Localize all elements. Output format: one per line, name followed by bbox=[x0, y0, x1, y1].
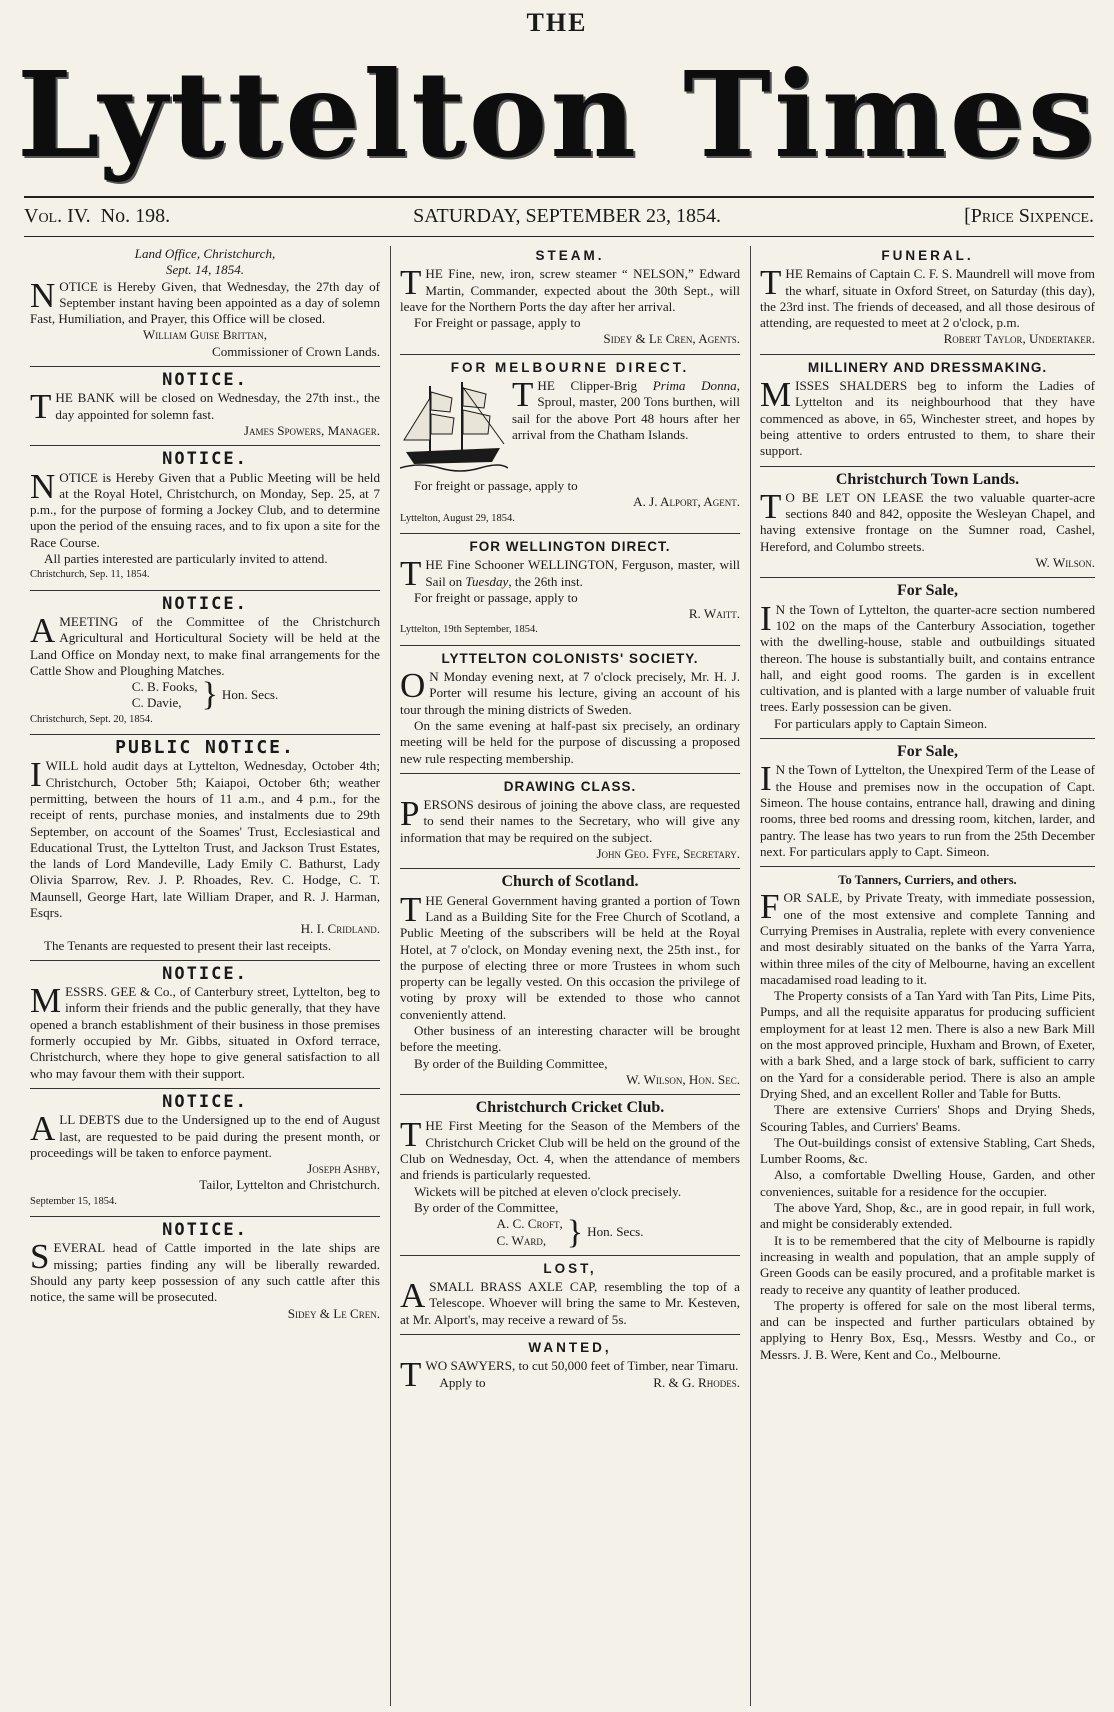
gee-notice bbox=[30, 963, 380, 1082]
brace-glyph: } bbox=[201, 676, 218, 714]
notice-dateline: Christchurch, Sep. 11, 1854. bbox=[30, 569, 150, 581]
advert-body: , Sproul, master, 200 Tons burthen, will sail for the above Port 48 hours after her arrival from the Chatham Islands. bbox=[512, 378, 740, 442]
signatory-name: A. C. Croft, bbox=[496, 1216, 563, 1232]
drop-cap: F bbox=[760, 887, 780, 927]
advert-body: , the 26th inst. bbox=[508, 573, 583, 589]
advert-dateline: Lyttelton, 19th September, 1854. bbox=[400, 624, 538, 636]
wellington-advert bbox=[400, 539, 740, 639]
separator bbox=[760, 354, 1095, 355]
advert-heading: LOST, bbox=[543, 1260, 597, 1276]
advert-body: For particulars apply to Captain Simeon. bbox=[774, 715, 988, 731]
drop-cap: M bbox=[30, 981, 62, 1021]
notice-body: MEETING of the Committee of the Christchurch Agricultural and Horticultural Society will be held at the Land Office on Monday next, to make final arrangements for the Cattle Show and Ploughing Matches. bbox=[30, 613, 380, 678]
masthead-the: THE bbox=[526, 8, 588, 37]
drop-cap: T bbox=[760, 486, 782, 526]
notice-signature: William Guise Brittan, bbox=[142, 327, 268, 343]
drawing-class-advert bbox=[400, 779, 740, 862]
notice-signature: James Spowers, Manager. bbox=[243, 422, 380, 438]
lost-advert bbox=[400, 1261, 740, 1328]
drop-cap: A bbox=[30, 610, 56, 650]
notice-heading: NOTICE. bbox=[162, 1091, 248, 1112]
column-2 bbox=[400, 246, 740, 1706]
notice-body: OTICE is Hereby Given, that Wednesday, the 27th day of September instant having been appointed as a day of solemn Fast, Humiliation, and Prayer, this Office will be closed. bbox=[30, 278, 380, 327]
advert-heading: MILLINERY AND DRESSMAKING. bbox=[807, 359, 1048, 375]
advert-body: Also, a comfortable Dwelling House, Garden, and other conveniences, suitable for a residence for the occupier. bbox=[760, 1167, 1095, 1199]
notice-signature: H. I. Cridland. bbox=[300, 921, 380, 937]
drop-cap: T bbox=[400, 1115, 422, 1155]
drop-cap: N bbox=[30, 275, 56, 315]
drop-cap: T bbox=[400, 889, 422, 929]
notice-heading: NOTICE. bbox=[162, 370, 248, 391]
advert-body: It is to be remembered that the city of Melbourne is rapidly increasing in wealth and population, that an ample supply of Green Goods can be easily procured, and a profitable market is ready to receive any quantity of leather produced. bbox=[760, 1232, 1095, 1297]
volume: Vol. IV. No. 198. bbox=[24, 204, 171, 227]
advert-body: The Out-buildings consist of extensive Stabling, Cart Sheds, Lumber Rooms, &c. bbox=[760, 1134, 1095, 1167]
agricultural-society-notice bbox=[30, 593, 380, 728]
drop-cap: T bbox=[512, 375, 534, 415]
drop-cap: S bbox=[30, 1237, 50, 1277]
ship-name: Prima Donna bbox=[652, 378, 737, 394]
sailing-ship-icon bbox=[400, 378, 508, 478]
advert-body: For freight or passage, apply to bbox=[414, 589, 578, 605]
advert-body: The above Yard, Shop, &c., are in good repair, in full work, and might be considerably extended. bbox=[760, 1200, 1095, 1232]
advert-body: By order of the Building Committee, bbox=[414, 1055, 608, 1071]
separator bbox=[30, 1216, 380, 1217]
advert-signature: R. & G. Rhodes. bbox=[653, 1374, 740, 1390]
for-sale-advert-1 bbox=[760, 583, 1095, 732]
advert-body: N the Town of Lyttelton, the Unexpired Term of the Lease of the House and premises now in the occupation of Capt. Simeon. The house contains, entrance hall, drawing and dining rooms, three bed rooms and dressing room, kitchen, larder, and pantry. The lease has two years to run from the 25th December next. For particulars apply to Capt. Simeon. bbox=[760, 762, 1095, 859]
notice-body: The Tenants are requested to present their last receipts. bbox=[44, 937, 332, 953]
bank-notice bbox=[30, 372, 380, 439]
advert-signature: W. Wilson, Hon. Sec. bbox=[626, 1071, 740, 1087]
separator bbox=[400, 773, 740, 774]
notice-heading: NOTICE. bbox=[162, 449, 248, 470]
advert-heading: WANTED, bbox=[528, 1340, 612, 1356]
advert-body: For freight or passage, apply to bbox=[414, 478, 578, 494]
advert-heading: LYTTELTON COLONISTS' SOCIETY. bbox=[441, 650, 699, 666]
church-of-scotland-advert bbox=[400, 874, 740, 1088]
colonists-society-advert bbox=[400, 651, 740, 767]
notice-body: LL DEBTS due to the Undersigned up to the end of August last, are requested to be paid during the present month, or proceedings will be taken to enforce payment. bbox=[30, 1112, 380, 1160]
advert-dateline: Lyttelton, August 29, 1854. bbox=[400, 512, 515, 524]
advert-heading: To Tanners, Curriers, and others. bbox=[838, 873, 1017, 888]
advert-body: HE Clipper-Brig bbox=[537, 378, 653, 394]
separator bbox=[400, 868, 740, 869]
drop-cap: I bbox=[30, 755, 42, 795]
brace-glyph: } bbox=[566, 1213, 584, 1251]
column-3 bbox=[760, 246, 1095, 1706]
signatory-name: C. Davie, bbox=[131, 695, 182, 711]
drop-cap: T bbox=[400, 263, 422, 303]
notice-body: WILL hold audit days at Lyttelton, Wednesday, October 4th; Christchurch, October 5th; Kaiapoi, October 6th; weather permitting, between the hours of 11 a.m., and 4 p.m., for the receipt of rents, purchase monies, and instalments due to 29th September, on account of the Soames' Trust, Ecclesiastical and Educational Trust, the Lyttelton Trust, and Jackson Trust Estates, the lands of Lord Mandeville, Lady Emily C. Bathurst, Lady Olivia Sparrow, Rev. J. P. Rhoades, Rev. C. Hodge, C. T. Maunsell, George Hart, late William Draper, and R. J. Harman, Esqrs. bbox=[30, 758, 380, 920]
drop-cap: A bbox=[400, 1276, 426, 1316]
advert-body: Apply to bbox=[439, 1374, 486, 1390]
debts-notice bbox=[30, 1091, 380, 1210]
drop-cap: M bbox=[760, 375, 792, 415]
notice-signature: Robert Taylor, Undertaker. bbox=[943, 331, 1095, 347]
separator bbox=[760, 866, 1095, 867]
masthead-title: Lyttelton Times bbox=[16, 45, 1098, 184]
tannery-sale-advert bbox=[760, 872, 1095, 1363]
advert-body: Wickets will be pitched at eleven o'clock precisely. bbox=[414, 1183, 682, 1199]
advert-body: SMALL BRASS AXLE CAP, resembling the top of a Telescope. Whoever will bring the same to Mr. Kesteven, at Mr. Alport's, may receive a reward of 5s. bbox=[400, 1279, 740, 1327]
notice-dateline: Christchurch, Sept. 20, 1854. bbox=[30, 713, 153, 725]
separator bbox=[30, 1088, 380, 1089]
advert-signature: Sidey & Le Cren, Agents. bbox=[603, 331, 740, 347]
advert-body: ERSONS desirous of joining the above class, are requested to send their names to the Secretary, who will give any information that may be required on the subject. bbox=[400, 797, 740, 845]
signatories bbox=[30, 676, 380, 714]
notice-signature-title: Commissioner of Crown Lands. bbox=[211, 343, 380, 359]
drop-cap: P bbox=[400, 794, 420, 834]
notice-heading: NOTICE. bbox=[162, 1220, 248, 1241]
notice-body: OTICE is Hereby Given that a Public Meeting will be held at the Royal Hotel, Christchurch, on Monday, Sep. 25, at 7 p.m., for the purpose of forming a Jockey Club, and to determine upon the period of the ensuing races, and to fix upon a site for the Race Course. bbox=[30, 469, 380, 550]
advert-heading: For Sale, bbox=[896, 582, 959, 600]
advert-body: HE Fine, new, iron, screw steamer “ NELSON,” Edward Martin, Commander, expected about the 30th Sept., will leave for the Northern Ports the day after her arrival. bbox=[400, 266, 740, 314]
advert-body: HE General Government having granted a portion of Town Land as a Building Site for the Free Church of Scotland, a Public Meeting of the subscribers will be held at the Royal Hotel, at 7 o'clock, on Monday evening next, the 25th inst., for the purpose of electing three or more Trustees in whom such property can be legally vested. On this occasion the privilege of voting by proxy will be extended to those who cannot conveniently attend. bbox=[400, 892, 740, 1022]
notice-heading: FUNERAL. bbox=[881, 248, 974, 263]
separator bbox=[400, 645, 740, 646]
advert-body: ISSES SHALDERS beg to inform the Ladies of Lyttelton and its neighbourhood that they have commenced as above, in 65, Winchester street, and hopes by being attentive to orders entrusted to them, to share their support. bbox=[760, 378, 1095, 459]
advert-heading: FOR WELLINGTON DIRECT. bbox=[469, 538, 671, 554]
fast-day-notice bbox=[30, 246, 380, 360]
signatory-role: Hon. Secs. bbox=[587, 1224, 644, 1240]
advert-body: By order of the Committee, bbox=[414, 1199, 559, 1215]
separator bbox=[400, 1334, 740, 1335]
masthead-rule-top bbox=[24, 196, 1094, 198]
advert-heading: FOR MELBOURNE DIRECT. bbox=[450, 359, 690, 375]
advert-body: The Property consists of a Tan Yard with Tan Pits, Lime Pits, Pumps, and all the requisite apparatus for producing sufficient employment for at least 12 men. There is also a new Bark Mill on the most approved principle, Huxham and Brown, of Exeter, with a bark Shed, and a large stock of bark, sufficient to carry on the Yard for a considerable period. There is also an ample Drying Shed, and an excellent Roller and Table for Butts. bbox=[760, 988, 1095, 1101]
masthead-rule-bottom bbox=[24, 236, 1094, 237]
drop-cap: T bbox=[760, 263, 782, 303]
advert-body: HE First Meeting for the Season of the Members of the Christchurch Cricket Club will be held on the ground of the Club on Wednesday, Oct. 4, when the attendance of members and friends is particularly requested. bbox=[400, 1118, 740, 1183]
advert-heading: Church of Scotland. bbox=[501, 873, 639, 891]
drop-cap: T bbox=[400, 554, 422, 594]
signatories bbox=[400, 1213, 740, 1251]
town-lands-advert bbox=[760, 472, 1095, 572]
column-divider bbox=[390, 246, 391, 1706]
separator bbox=[30, 445, 380, 446]
advert-body: N Monday evening next, at 7 o'clock precisely, Mr. H. J. Porter will resume his lecture, giving an account of his tour through the mining districts of Sweden. bbox=[400, 669, 740, 717]
column-1 bbox=[30, 246, 380, 1706]
notice-body: All parties interested are particularly invited to attend. bbox=[44, 551, 328, 567]
advert-heading: Christchurch Cricket Club. bbox=[475, 1099, 665, 1117]
signatory-name: C. Ward, bbox=[496, 1232, 547, 1248]
notice-body: EVERAL head of Cattle imported in the late ships are missing; parties finding any will be liberally rewarded. Should any party keep possession of any such cattle after this notice, the same will be prosecuted. bbox=[30, 1240, 380, 1305]
notice-body: ESSRS. GEE & Co., of Canterbury street, Lyttelton, beg to inform their friends and the public generally, that they have opened a branch establishment of their business in those premises formerly occupied by Mr. Gibbs, situated in Oxford terrace, Christchurch, where they hope to give general satisfaction to all who may favour them with their support. bbox=[30, 984, 380, 1081]
drop-cap: I bbox=[760, 598, 772, 638]
separator bbox=[760, 577, 1095, 578]
notice-heading: NOTICE. bbox=[162, 593, 248, 614]
missing-cattle-notice bbox=[30, 1222, 380, 1322]
price: [Price Sixpence. bbox=[964, 204, 1094, 227]
advert-signature: John Geo. Fyfe, Secretary. bbox=[596, 846, 740, 862]
drop-cap: N bbox=[30, 466, 56, 506]
column-divider bbox=[750, 246, 751, 1706]
for-sale-advert-2 bbox=[760, 744, 1095, 860]
advert-heading: STEAM. bbox=[535, 248, 605, 263]
funeral-notice bbox=[760, 248, 1095, 348]
advert-heading: Christchurch Town Lands. bbox=[835, 470, 1020, 488]
advert-signature: A. J. Alport, Agent. bbox=[633, 494, 740, 510]
advert-body: There are extensive Curriers' Shops and Drying Sheds, Scouring Tables, and Curriers' Beams. bbox=[760, 1102, 1095, 1134]
melbourne-advert bbox=[400, 360, 740, 527]
advert-body: Other business of an interesting character will be brought before the meeting. bbox=[400, 1022, 740, 1055]
separator bbox=[400, 533, 740, 534]
drop-cap: O bbox=[400, 666, 426, 706]
separator bbox=[400, 354, 740, 355]
advert-body: OR SALE, by Private Treaty, with immediate possession, one of the most extensive and complete Tanning and Currying Premises in Australia, replete with every convenience and most desirably situated on the banks of the Yarra Yarra, within three miles of the city of Melbourne, having an excellent macadamised road leading to it. bbox=[760, 890, 1095, 987]
signatory-name: C. B. Fooks, bbox=[131, 679, 198, 695]
separator bbox=[760, 738, 1095, 739]
advert-body: HE Fine Schooner WELLINGTON, Ferguson, master, will Sail on bbox=[425, 557, 740, 589]
advert-heading: For Sale, bbox=[896, 743, 959, 761]
drop-cap: T bbox=[400, 1355, 422, 1395]
notice-signature: Joseph Ashby, bbox=[307, 1161, 380, 1177]
public-notice bbox=[30, 737, 380, 954]
cricket-club-advert bbox=[400, 1100, 740, 1249]
separator bbox=[30, 734, 380, 735]
notice-place: Land Office, Christchurch, bbox=[134, 246, 276, 261]
drop-cap: A bbox=[30, 1109, 56, 1149]
issue-date: SATURDAY, SEPTEMBER 23, 1854. bbox=[413, 204, 722, 227]
advert-body: O BE LET ON LEASE the two valuable quarter-acre sections 840 and 842, opposite the Wesleyan Chapel, and having extensive frontage on the Sumner road, Cashel, Hereford, and Columbo streets. bbox=[760, 489, 1095, 554]
advert-signature: R. Waitt. bbox=[688, 606, 740, 622]
notice-heading: NOTICE. bbox=[162, 963, 248, 984]
drop-cap: T bbox=[30, 387, 52, 427]
separator bbox=[30, 366, 380, 367]
notice-heading: PUBLIC NOTICE. bbox=[115, 737, 295, 759]
advert-heading: DRAWING CLASS. bbox=[503, 778, 637, 794]
separator bbox=[30, 960, 380, 961]
separator bbox=[760, 466, 1095, 467]
dateline bbox=[24, 202, 1094, 230]
notice-date: Sept. 14, 1854. bbox=[165, 262, 245, 278]
separator bbox=[30, 590, 380, 591]
advert-body: The property is offered for sale on the most liberal terms, and can be inspected and further particulars obtained by applying to Henry Box, Esq., Messrs. Westby and Co., or Messrs. J. B. Were, Kent and Co., Melbourne. bbox=[760, 1297, 1095, 1362]
notice-dateline: September 15, 1854. bbox=[30, 1195, 117, 1207]
drop-cap: I bbox=[760, 759, 772, 799]
separator bbox=[400, 1094, 740, 1095]
notice-signature-title: Tailor, Lyttelton and Christchurch. bbox=[199, 1177, 380, 1193]
advert-body: On the same evening at half-past six precisely, an ordinary meeting will be held for the purpose of discussing a proposed new rule respecting membership. bbox=[400, 717, 740, 766]
separator bbox=[400, 1255, 740, 1256]
notice-signature: Sidey & Le Cren. bbox=[287, 1305, 380, 1321]
advert-body: For Freight or passage, apply to bbox=[414, 315, 581, 331]
jockey-club-notice bbox=[30, 451, 380, 583]
advert-signature: W. Wilson. bbox=[1035, 555, 1095, 571]
sailing-day: Tuesday bbox=[465, 573, 509, 589]
steam-advert bbox=[400, 248, 740, 348]
advert-body: N the Town of Lyttelton, the quarter-acre section numbered 102 on the maps of the Canterbury Association, together with the dwelling-house, stable and outbuildings situated thereon. The house is substantially built, and contains entrance hall, and eight good rooms. The garden is in excellent cultivation, and is planted with a large number of valuable fruit trees. Early possession can be given. bbox=[760, 601, 1095, 715]
notice-body: HE BANK will be closed on Wednesday, the 27th inst., the day appointed for solemn fast. bbox=[55, 390, 380, 422]
wanted-advert bbox=[400, 1340, 740, 1395]
signatory-role: Hon. Secs. bbox=[221, 687, 279, 703]
advert-body: WO SAWYERS, to cut 50,000 feet of Timber, near Timaru. bbox=[425, 1358, 739, 1374]
millinery-advert bbox=[760, 360, 1095, 460]
notice-body: HE Remains of Captain C. F. S. Maundrell will move from the wharf, situate in Oxford Street, on Saturday (this day), the 23rd inst. The friends of deceased, and all those desirous of attending, are requested to meet at 2 o'clock, p.m. bbox=[760, 266, 1095, 331]
